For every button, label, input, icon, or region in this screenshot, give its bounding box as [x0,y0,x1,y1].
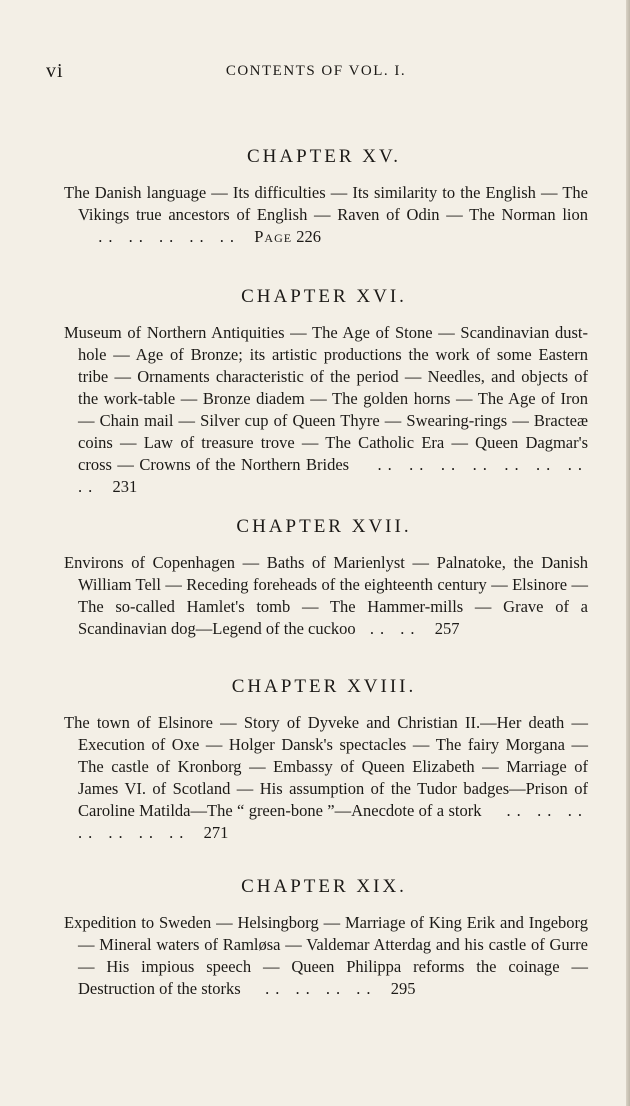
chapter-summary [60,912,588,1000]
chapter-entry [60,516,588,640]
chapter-title: CHAPTER XVIII. [231,676,417,697]
chapter-summary [60,182,588,248]
chapter-title: CHAPTER XVI. [241,286,407,307]
chapter-entry [60,146,588,248]
page-number: vi [46,60,64,82]
page-value: 271 [203,823,229,842]
page-reference [254,227,321,246]
page-value: 295 [390,979,416,998]
dot-leader: .. .. .. .. .. .. .. .. [78,455,589,496]
chapter-title: CHAPTER XV. [246,146,402,167]
page-reference [435,619,460,638]
summary-text: Expedition to Sweden — Helsingborg — Marriage of King Erik and Ingeborg — Mineral waters of Ramløsa — Valdemar Atterdag and his castle of Gurre — His impious speech — Queen Philippa reforms the coinage — Destruction of the storks [64,913,588,998]
summary-text: Environs of Copenhagen — Baths of Marienlyst — Palnatoke, the Danish William Tell — Receding foreheads of the eighteenth century — Elsinore — The so-called Hamlet's tomb — The Hammer-mills — Grave of a Scandinavian dog—Legend of the cuckoo [64,553,588,638]
dot-leader: .. .. [359,619,431,638]
chapter-title: CHAPTER XVII. [236,516,412,537]
chapter-entry [60,876,588,1000]
chapter-entry [60,286,588,498]
chapter-title: CHAPTER XIX. [241,876,407,897]
page-value: 257 [434,619,460,638]
running-head: CONTENTS OF VOL. I. [225,63,407,79]
page-reference [204,823,229,842]
dot-leader: .. .. .. .. [244,979,387,998]
page-reference [113,477,138,496]
page-reference [391,979,416,998]
summary-text: The town of Elsinore — Story of Dyveke and Christian II.—Her death — Execution of Oxe — Holger Dansk's spectacles — The fairy Morgana — The castle of Kronborg — Embassy of Queen Elizabeth — Marriage of James VI. of Scotland — His assumption of the Tudor badges—Prison of Caroline Matilda—The “ green-bone ”—Anecdote of a stork [64,713,588,820]
dot-leader: .. .. .. .. .. .. .. [78,801,588,842]
chapter-entry [60,676,588,844]
summary-text: The Danish language — Its difficulties — Its similarity to the English — The Vikings true ancestors of English — Raven of Odin — The Norman lion [64,183,588,224]
dot-leader: .. .. .. .. .. [78,227,251,246]
page-value: 231 [112,477,138,496]
summary-text: Museum of Northern Antiquities — The Age of Stone — Scandinavian dust-hole — Age of Bronze; its artistic productions the work of some Eastern tribe — Ornaments characteristic of the period — Needles, and objects of the work-table — Bronze diadem — The golden horns — The Age of Iron — Chain mail — Silver cup of Queen Thyre — Swearing-rings — Bracteæ coins — Law of treasure trove — The Catholic Era — Queen Dagmar's cross — Crowns of the Northern Brides [64,323,588,474]
chapter-summary [60,552,588,640]
page-label: Page [254,227,293,246]
chapter-summary [60,712,588,844]
page-header [46,60,586,86]
page-edge [626,0,630,1106]
page-value: 226 [296,227,321,246]
chapter-summary [60,322,588,498]
